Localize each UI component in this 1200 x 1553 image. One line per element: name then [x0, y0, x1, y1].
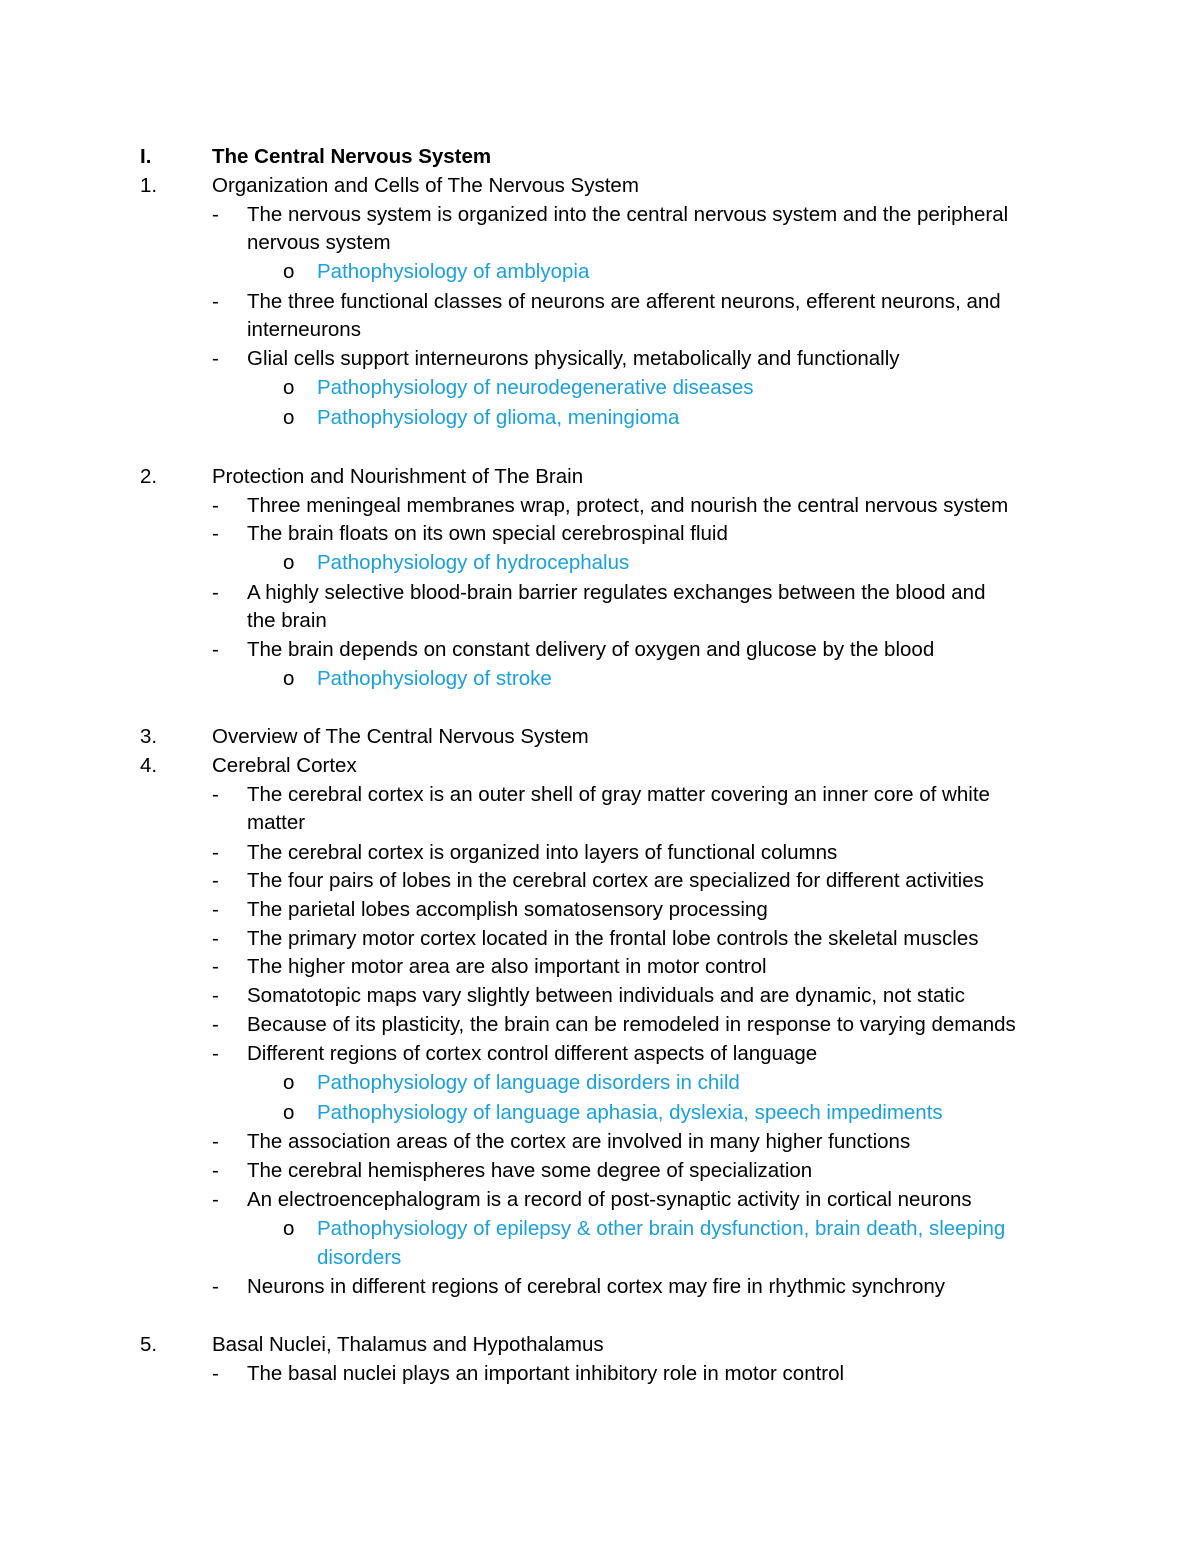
dash-marker: -	[212, 898, 219, 921]
section-number: 5.	[140, 1333, 158, 1356]
bullet-text: Somatotopic maps vary slightly between individuals and are dynamic, not static	[247, 984, 965, 1007]
dash-marker: -	[212, 522, 219, 545]
dash-marker: -	[212, 494, 219, 517]
title-number: I.	[140, 145, 152, 168]
section-heading-text: Protection and Nourishment of The Brain	[212, 465, 584, 488]
section-heading-text: Organization and Cells of The Nervous System	[212, 174, 639, 197]
dash-marker: -	[212, 984, 219, 1007]
pathophysiology-link[interactable]: Pathophysiology of glioma, meningioma	[317, 406, 680, 429]
bullet-text: The association areas of the cortex are involved in many higher functions	[247, 1130, 911, 1153]
bullet-text: The three functional classes of neurons are afferent neurons, efferent neurons, and	[247, 290, 1001, 313]
section-number: 2.	[140, 465, 158, 488]
bullet-text: The primary motor cortex located in the frontal lobe controls the skeletal muscles	[247, 927, 979, 950]
bullet-text: Different regions of cortex control different aspects of language	[247, 1042, 818, 1065]
bullet-text: A highly selective blood-brain barrier regulates exchanges between the blood and	[247, 581, 986, 604]
bullet-text: The higher motor area are also important in motor control	[247, 955, 767, 978]
bullet-text: The cerebral cortex is an outer shell of gray matter covering an inner core of white	[247, 783, 990, 806]
section-number: 3.	[140, 725, 158, 748]
bullet-text: matter	[247, 811, 306, 834]
section-number: 4.	[140, 754, 158, 777]
dash-marker: -	[212, 1362, 219, 1385]
bullet-text: The basal nuclei plays an important inhibitory role in motor control	[247, 1362, 845, 1385]
pathophysiology-link[interactable]: Pathophysiology of neurodegenerative diseases	[317, 376, 754, 399]
dash-marker: -	[212, 841, 219, 864]
section-heading-text: Basal Nuclei, Thalamus and Hypothalamus	[212, 1333, 604, 1356]
pathophysiology-link[interactable]: Pathophysiology of language disorders in child	[317, 1071, 740, 1094]
section-heading-text: Cerebral Cortex	[212, 754, 357, 777]
circle-bullet-marker: o	[283, 667, 295, 690]
circle-bullet-marker: o	[283, 376, 295, 399]
bullet-text: The cerebral hemispheres have some degree of specialization	[247, 1159, 813, 1182]
bullet-text: The four pairs of lobes in the cerebral cortex are specialized for different activities	[247, 869, 984, 892]
dash-marker: -	[212, 638, 219, 661]
circle-bullet-marker: o	[283, 551, 295, 574]
bullet-text: The nervous system is organized into the central nervous system and the peripheral	[247, 203, 1009, 226]
circle-bullet-marker: o	[283, 1217, 295, 1240]
dash-marker: -	[212, 1188, 219, 1211]
circle-bullet-marker: o	[283, 260, 295, 283]
dash-marker: -	[212, 1130, 219, 1153]
dash-marker: -	[212, 1275, 219, 1298]
pathophysiology-link[interactable]: Pathophysiology of language aphasia, dyslexia, speech impediments	[317, 1101, 943, 1124]
circle-bullet-marker: o	[283, 406, 295, 429]
dash-marker: -	[212, 927, 219, 950]
dash-marker: -	[212, 347, 219, 370]
bullet-text: The cerebral cortex is organized into layers of functional columns	[247, 841, 838, 864]
bullet-text: nervous system	[247, 231, 391, 254]
dash-marker: -	[212, 869, 219, 892]
pathophysiology-link[interactable]: Pathophysiology of amblyopia	[317, 260, 590, 283]
dash-marker: -	[212, 290, 219, 313]
bullet-text: the brain	[247, 609, 327, 632]
dash-marker: -	[212, 1013, 219, 1036]
bullet-text: interneurons	[247, 318, 361, 341]
bullet-text: Three meningeal membranes wrap, protect, and nourish the central nervous system	[247, 494, 1009, 517]
pathophysiology-link[interactable]: disorders	[317, 1246, 402, 1269]
bullet-text: Neurons in different regions of cerebral cortex may fire in rhythmic synchrony	[247, 1275, 946, 1298]
bullet-text: Because of its plasticity, the brain can be remodeled in response to varying demands	[247, 1013, 1016, 1036]
dash-marker: -	[212, 1042, 219, 1065]
pathophysiology-link[interactable]: Pathophysiology of hydrocephalus	[317, 551, 630, 574]
page-title: The Central Nervous System	[212, 145, 492, 168]
bullet-text: The brain depends on constant delivery of oxygen and glucose by the blood	[247, 638, 935, 661]
bullet-text: An electroencephalogram is a record of post-synaptic activity in cortical neurons	[247, 1188, 972, 1211]
section-heading-text: Overview of The Central Nervous System	[212, 725, 589, 748]
circle-bullet-marker: o	[283, 1101, 295, 1124]
dash-marker: -	[212, 783, 219, 806]
dash-marker: -	[212, 1159, 219, 1182]
pathophysiology-link[interactable]: Pathophysiology of epilepsy & other brain dysfunction, brain death, sleeping	[317, 1217, 1006, 1240]
bullet-text: Glial cells support interneurons physically, metabolically and functionally	[247, 347, 900, 370]
pathophysiology-link[interactable]: Pathophysiology of stroke	[317, 667, 552, 690]
circle-bullet-marker: o	[283, 1071, 295, 1094]
dash-marker: -	[212, 955, 219, 978]
dash-marker: -	[212, 203, 219, 226]
section-number: 1.	[140, 174, 158, 197]
bullet-text: The parietal lobes accomplish somatosensory processing	[247, 898, 768, 921]
dash-marker: -	[212, 581, 219, 604]
bullet-text: The brain floats on its own special cerebrospinal fluid	[247, 522, 728, 545]
